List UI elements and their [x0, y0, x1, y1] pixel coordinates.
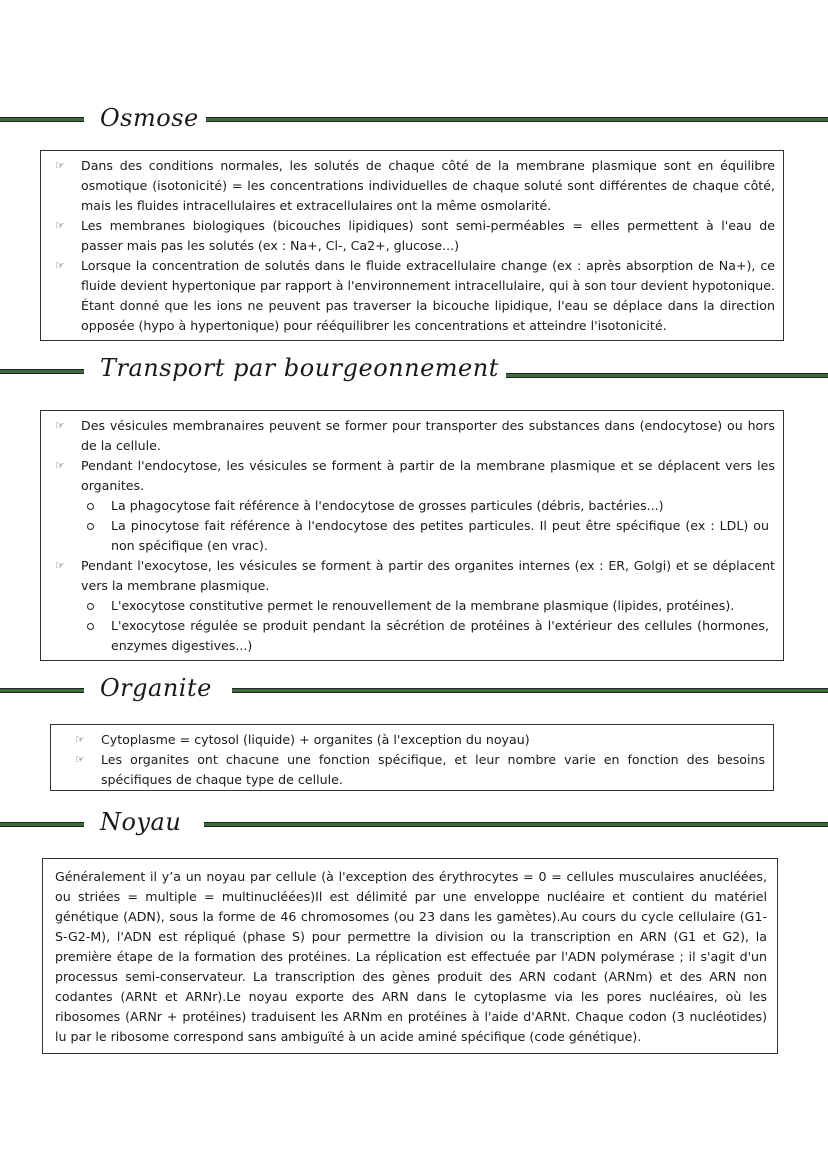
- list-item: [45, 556, 775, 596]
- section-title: Organite: [100, 674, 212, 702]
- header-rule-right: [204, 822, 828, 827]
- bullet-text: Pendant l'endocytose, les vésicules se forment à partir de la membrane plasmique et se déplacent vers les organites.: [81, 458, 775, 493]
- pointing-hand-icon: ☞: [75, 753, 85, 766]
- section-title: Osmose: [100, 104, 199, 132]
- header-rule-right: [506, 373, 828, 378]
- sub-bullet-text: La pinocytose fait référence à l'endocytose des petites particules. Il peut être spécifique (ex : LDL) ou non spécifique (en vrac).: [111, 518, 769, 553]
- noyau-box: [42, 858, 778, 1054]
- header-rule-left: [0, 822, 84, 827]
- sub-list-item: [45, 516, 775, 556]
- list-item: [45, 256, 775, 336]
- hollow-circle-icon: [87, 603, 94, 610]
- header-rule-left: [0, 688, 84, 693]
- pointing-hand-icon: ☞: [55, 159, 65, 172]
- bullet-text: Lorsque la concentration de solutés dans le fluide extracellulaire change (ex : après absorption de Na+), ce fluide devient hypertonique par rapport à l'environnement intracellulaire, qui à son tour devient hypotonique. Étant donné que les ions ne peuvent pas traverser la bicouche lipidique, l'eau se déplace dans la direction opposée (hypo à hypertonique) pour rééquilibrer les concentrations et atteindre l'isotonicité.: [81, 258, 775, 333]
- bullet-text: Pendant l'exocytose, les vésicules se forment à partir des organites internes (ex : ER, Golgi) et se déplacent vers la membrane plasmique.: [81, 558, 775, 593]
- hollow-circle-icon: [87, 503, 94, 510]
- section-header-noyau: [0, 808, 828, 848]
- sub-bullet-text: La phagocytose fait référence à l'endocytose de grosses particules (débris, bactéries...): [111, 498, 664, 513]
- noyau-paragraph: Généralement il y’a un noyau par cellule (à l'exception des érythrocytes = 0 = cellules musculaires anucléées, ou striées = multiple = multinucléées)Il est délimité par une enveloppe nucléaire et contient du matériel génétique (ADN), sous la forme de 46 chromosomes (ou 23 dans les gamètes).Au cours du cycle cellulaire (G1-S-G2-M), l'ADN est répliqué (phase S) pour permettre la division ou la transcription en ARN (G1 et G2), la première étape de la formation des protéines. La réplication est effectuée par l'ADN polymérase ; il s'agit d'un processus semi-conservateur. La transcription des gènes produit des ARN codant (ARNm) et des ARN non codantes (ARNt et ARNr).Le noyau exporte des ARN dans le cytoplasme via les pores nucléaires, où les ribosomes (ARNr + protéines) traduisent les ARNm en protéines à l'aide d'ARNt. Chaque codon (3 nucléotides) lu par le ribosome correspond sans ambiguïté à un acide aminé spécifique (code génétique).: [55, 869, 767, 1044]
- section-header-organite: [0, 674, 828, 714]
- list-item: [65, 750, 765, 790]
- bullet-text: Les organites ont chacune une fonction spécifique, et leur nombre varie en fonction des besoins spécifiques de chaque type de cellule.: [101, 752, 765, 787]
- header-rule-left: [0, 369, 84, 374]
- sub-list-item: [45, 496, 775, 516]
- bullet-text: Des vésicules membranaires peuvent se former pour transporter des substances dans (endocytose) ou hors de la cellule.: [81, 418, 775, 453]
- pointing-hand-icon: ☞: [55, 559, 65, 572]
- pointing-hand-icon: ☞: [55, 459, 65, 472]
- section-title: Noyau: [100, 808, 182, 836]
- transport-box: [40, 410, 784, 661]
- header-rule-right: [206, 117, 828, 122]
- list-item: [45, 416, 775, 456]
- organite-box: [50, 724, 774, 791]
- sub-list-item: [45, 596, 775, 616]
- sub-list-item: [45, 616, 775, 656]
- bullet-text: Cytoplasme = cytosol (liquide) + organites (à l'exception du noyau): [101, 732, 530, 747]
- list-item: [65, 730, 765, 750]
- pointing-hand-icon: ☞: [55, 419, 65, 432]
- pointing-hand-icon: ☞: [55, 219, 65, 232]
- osmose-box: [40, 150, 784, 341]
- list-item: [45, 216, 775, 256]
- pointing-hand-icon: ☞: [75, 733, 85, 746]
- sub-bullet-text: L'exocytose régulée se produit pendant la sécrétion de protéines à l'extérieur des cellules (hormones, enzymes digestives...): [111, 618, 769, 653]
- header-rule-left: [0, 117, 84, 122]
- header-rule-right: [232, 688, 828, 693]
- hollow-circle-icon: [87, 623, 94, 630]
- list-item: [45, 156, 775, 216]
- section-header-osmose: [0, 104, 828, 144]
- hollow-circle-icon: [87, 523, 94, 530]
- list-item: [45, 456, 775, 496]
- pointing-hand-icon: ☞: [55, 259, 65, 272]
- bullet-text: Dans des conditions normales, les solutés de chaque côté de la membrane plasmique sont en équilibre osmotique (isotonicité) = les concentrations individuelles de chaque soluté sont différentes de chaque côté, mais les fluides intracellulaires et extracellulaires ont la même osmolarité.: [81, 158, 775, 213]
- section-title: Transport par bourgeonnement: [100, 354, 499, 382]
- sub-bullet-text: L'exocytose constitutive permet le renouvellement de la membrane plasmique (lipides, protéines).: [111, 598, 735, 613]
- section-header-transport: [0, 354, 828, 394]
- bullet-text: Les membranes biologiques (bicouches lipidiques) sont semi-perméables = elles permettent à l'eau de passer mais pas les solutés (ex : Na+, Cl-, Ca2+, glucose...): [81, 218, 775, 253]
